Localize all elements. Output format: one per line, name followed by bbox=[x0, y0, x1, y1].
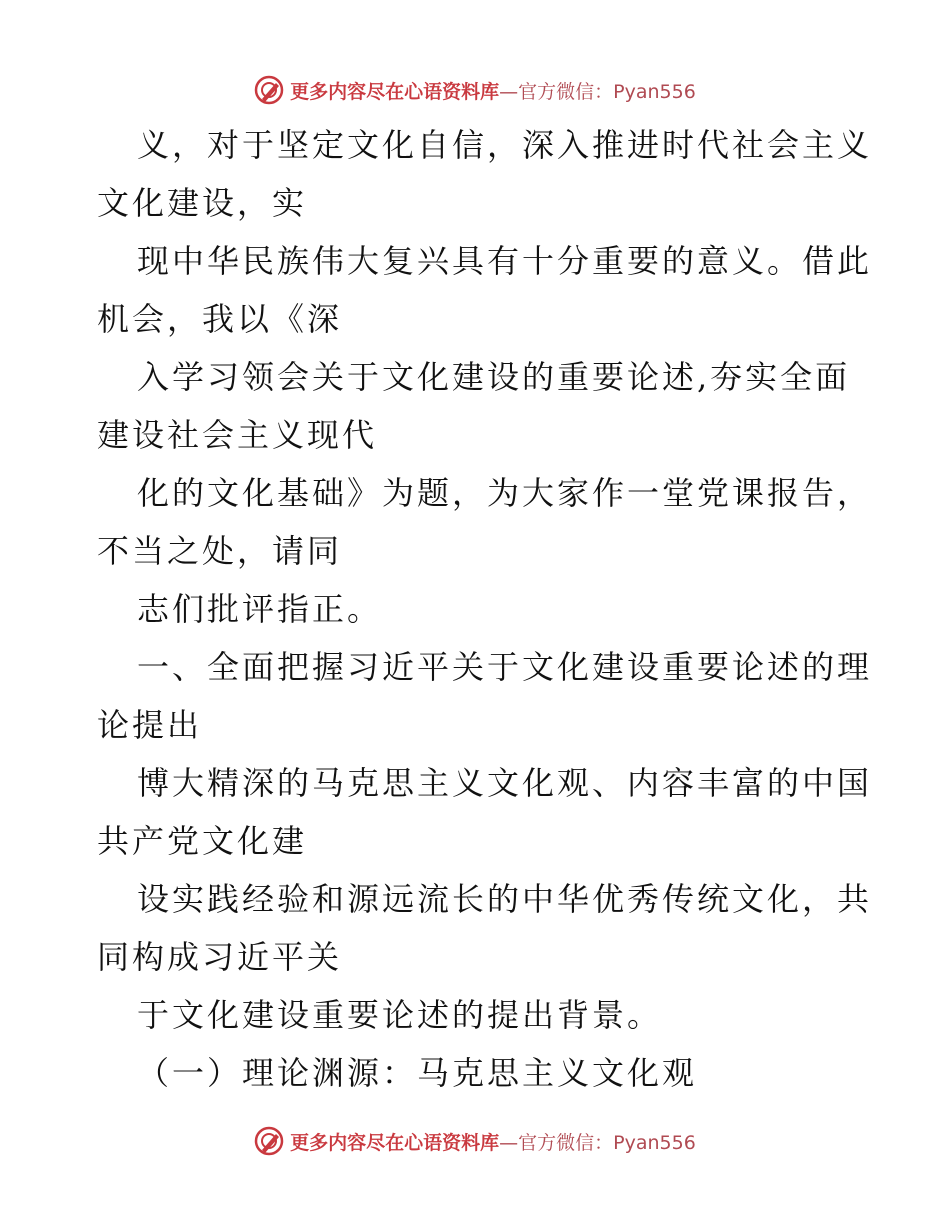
pen-logo-icon bbox=[254, 1126, 284, 1156]
text-line: 现中华民族伟大复兴具有十分重要的意义。借此 bbox=[137, 242, 873, 280]
text-line: 化的文化基础》为题，为大家作一堂党课报告， bbox=[137, 474, 873, 512]
text-line: 同构成习近平关 bbox=[97, 938, 343, 976]
subsection-heading: （一）理论渊源：马克思主义文化观 bbox=[137, 1054, 698, 1092]
text-line: 博大精深的马克思主义文化观、内容丰富的中国 bbox=[137, 764, 873, 802]
text-line: 志们批评指正。 bbox=[137, 590, 383, 628]
text-line: 于文化建设重要论述的提出背景。 bbox=[137, 996, 663, 1034]
section-heading: 一、全面把握习近平关于文化建设重要论述的理 bbox=[137, 648, 873, 686]
header-banner bbox=[0, 70, 950, 110]
text-line: 义，对于坚定文化自信，深入推进时代社会主义 bbox=[137, 126, 873, 164]
text-line: 文化建设，实 bbox=[97, 184, 308, 222]
banner-contact: —官方微信：Pyan556 bbox=[499, 80, 696, 103]
text-line: 入学习领会关于文化建设的重要论述,夯实全面 bbox=[137, 358, 851, 396]
banner-title: 更多内容尽在心语资料库 bbox=[290, 80, 500, 103]
banner-contact: —官方微信：Pyan556 bbox=[499, 1131, 696, 1154]
text-line: 建设社会主义现代 bbox=[97, 416, 378, 454]
banner-title: 更多内容尽在心语资料库 bbox=[290, 1131, 500, 1154]
text-line: 共产党文化建 bbox=[97, 822, 308, 860]
text-line: 不当之处，请同 bbox=[97, 532, 343, 570]
footer-banner bbox=[0, 1121, 950, 1161]
pen-logo-icon bbox=[254, 75, 284, 105]
text-line: 机会，我以《深 bbox=[97, 300, 343, 338]
section-heading-cont: 论提出 bbox=[97, 706, 203, 744]
text-line: 设实践经验和源远流长的中华优秀传统文化，共 bbox=[137, 880, 873, 918]
document-body bbox=[97, 116, 873, 1102]
